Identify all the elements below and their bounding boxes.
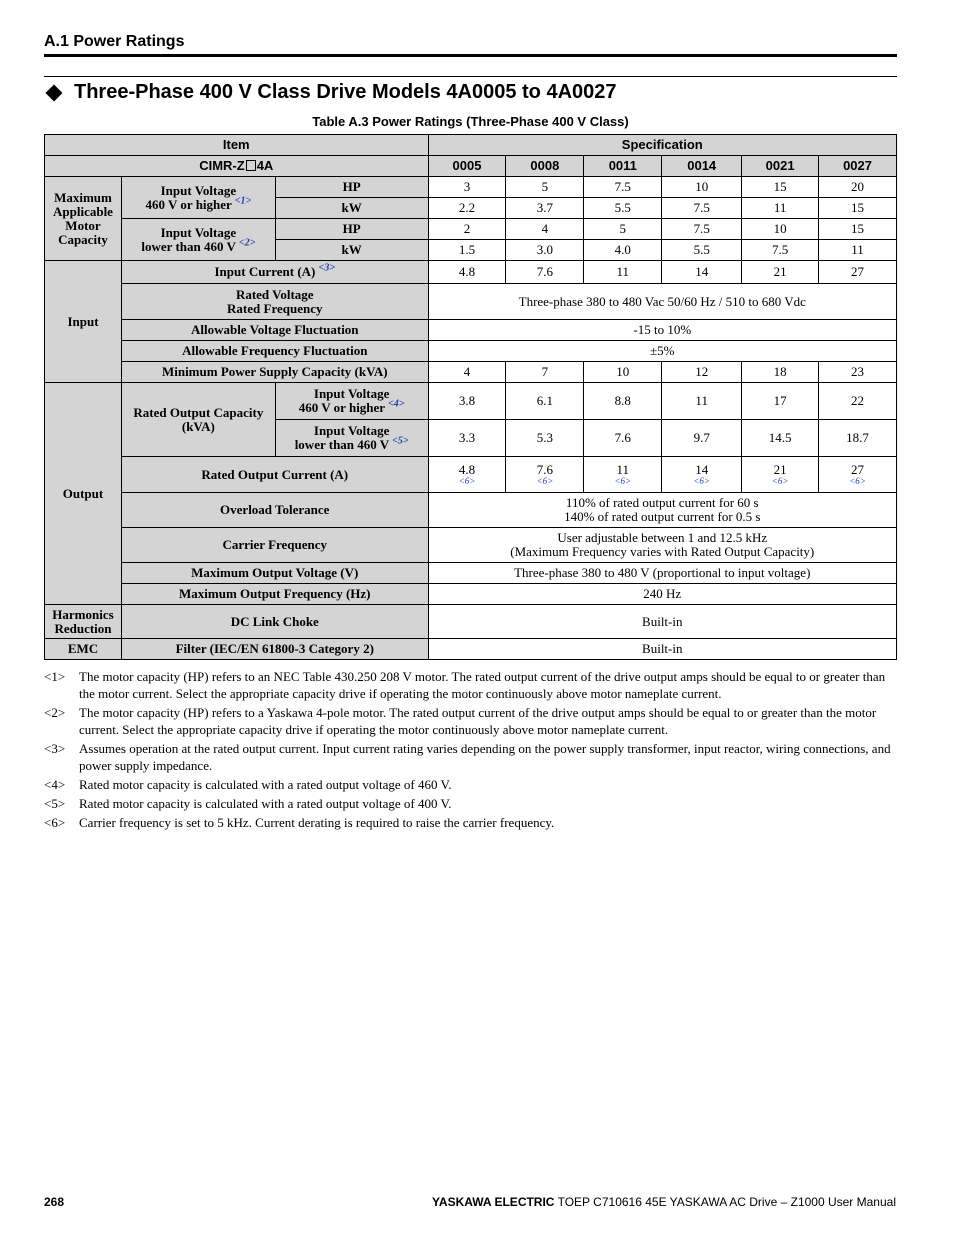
value-text: 11: [616, 462, 630, 477]
value-ref: <6>: [849, 476, 866, 486]
motor-460-kw-0014: 7.5: [662, 198, 742, 219]
input-current-0011: 11: [584, 261, 662, 284]
model-0027: 0027: [819, 156, 897, 177]
motor-460-kw-label: kW: [275, 198, 428, 219]
model-0005: 0005: [428, 156, 506, 177]
motor-460-label-ref: <1>: [234, 195, 252, 207]
item-header: Item: [45, 135, 429, 156]
motor-460-kw-0005: 2.2: [428, 198, 506, 219]
max-freq-value: 240 Hz: [428, 584, 896, 605]
input-current-label-text: Input Current (A): [214, 264, 316, 279]
min-power-0011: 10: [584, 362, 662, 383]
max-motor-label: Maximum Applicable Motor Capacity: [45, 177, 122, 261]
motor-460-label: [121, 177, 275, 219]
spec-header: Specification: [428, 135, 896, 156]
model-0021: 0021: [742, 156, 819, 177]
rated-current-0011: [584, 457, 662, 493]
footnote-item: [44, 795, 897, 812]
value-text: 14: [695, 462, 709, 477]
footnote-number: <6>: [44, 815, 66, 830]
input-current-0021: 21: [742, 261, 819, 284]
footnote-item: [44, 704, 897, 738]
max-voltage-value: Three-phase 380 to 480 V (proportional to input voltage): [428, 563, 896, 584]
value-ref: <6>: [458, 476, 476, 486]
motor-low-kw-0005: 1.5: [428, 240, 506, 261]
rated-current-label: Rated Output Current (A): [121, 457, 428, 493]
cap-460-0021: 17: [742, 383, 819, 420]
rated-current-0005: [428, 457, 506, 493]
cap-low-0027: 18.7: [819, 420, 897, 457]
title-rule: [44, 76, 897, 77]
voltage-fluct-label: Allowable Voltage Fluctuation: [121, 320, 428, 341]
footnote-number: <5>: [44, 796, 66, 811]
voltage-fluct-value: -15 to 10%: [428, 320, 896, 341]
footer-doc-title: TOEP C710616 45E YASKAWA AC Drive – Z1000 User Manual: [554, 1195, 896, 1209]
motor-low-label-ref: <2>: [238, 237, 256, 249]
max-freq-label: Maximum Output Frequency (Hz): [121, 584, 428, 605]
table-row: [45, 177, 897, 198]
input-current-0014: 14: [662, 261, 742, 284]
value-ref: <6>: [693, 476, 711, 486]
output-capacity-label: Rated Output Capacity (kVA): [121, 383, 275, 457]
freq-fluct-value: ±5%: [428, 341, 896, 362]
footnote-text: The motor capacity (HP) refers to a Yaskawa 4-pole motor. The rated output current of the drive output amps should be equal to or greater than the motor current. Select the appropriate capacity drive if operating the motor continuously above motor nameplate current.: [79, 705, 877, 737]
table-row: [45, 341, 897, 362]
cap-low-label: [275, 420, 428, 457]
motor-460-hp-0011: 7.5: [584, 177, 662, 198]
footer-doc-info: [432, 1195, 896, 1209]
motor-low-hp-label: HP: [275, 219, 428, 240]
footnote-item: [44, 776, 897, 793]
diamond-bullet-icon: [46, 84, 63, 101]
table-row: [45, 135, 897, 156]
value-text: 4.8: [458, 462, 476, 477]
emc-label: EMC: [45, 639, 122, 660]
header-rule: [44, 54, 897, 57]
rated-current-0027: [819, 457, 897, 493]
rated-current-0014: [662, 457, 742, 493]
cap-460-0005: 3.8: [428, 383, 506, 420]
cap-460-0011: 8.8: [584, 383, 662, 420]
value-ref: <6>: [771, 476, 789, 486]
min-power-0021: 18: [742, 362, 819, 383]
motor-low-kw-0021: 7.5: [742, 240, 819, 261]
table-row: [45, 219, 897, 240]
model-suffix: 4A: [256, 158, 274, 173]
min-power-0008: 7: [506, 362, 584, 383]
section-header: A.1 Power Ratings: [44, 33, 185, 50]
footnote-number: <2>: [44, 705, 66, 720]
model-prefix: CIMR-Z: [199, 158, 245, 173]
cap-460-0008: 6.1: [506, 383, 584, 420]
rated-voltage-value: Three-phase 380 to 480 Vac 50/60 Hz / 510 to 680 Vdc: [428, 284, 896, 320]
rated-current-0021: [742, 457, 819, 493]
motor-low-hp-0027: 15: [819, 219, 897, 240]
footnote-text: Rated motor capacity is calculated with a rated output voltage of 400 V.: [79, 796, 452, 811]
cap-low-0011: 7.6: [584, 420, 662, 457]
cap-low-label-text: Input Voltage lower than 460 V: [294, 423, 390, 452]
table-row: [45, 639, 897, 660]
input-label: Input: [45, 261, 122, 383]
value-ref: <6>: [536, 476, 554, 486]
power-ratings-table: [44, 134, 897, 660]
min-power-label: Minimum Power Supply Capacity (kVA): [121, 362, 428, 383]
motor-low-kw-0014: 5.5: [662, 240, 742, 261]
table-row: [45, 457, 897, 493]
input-current-0027: 27: [819, 261, 897, 284]
cap-460-label-text: Input Voltage 460 V or higher: [298, 386, 390, 415]
motor-460-kw-0021: 11: [742, 198, 819, 219]
motor-460-hp-0008: 5: [506, 177, 584, 198]
footnote-text: The motor capacity (HP) refers to an NEC Table 430.250 208 V motor. The rated output current of the drive output amps should be equal to or greater than the motor current. Select the appropriate capacity drive if operating the motor continuously above motor nameplate current.: [79, 669, 886, 701]
input-current-label-ref: <3>: [318, 262, 336, 274]
table-row: [45, 563, 897, 584]
model-0011: 0011: [584, 156, 662, 177]
motor-460-kw-0011: 5.5: [584, 198, 662, 219]
cap-low-0005: 3.3: [428, 420, 506, 457]
value-text: 21: [773, 462, 787, 477]
table-row: [45, 362, 897, 383]
carrier-label: Carrier Frequency: [121, 528, 428, 563]
model-header: [45, 156, 429, 177]
page-title: [44, 81, 617, 104]
motor-low-label-text: Input Voltage lower than 460 V: [141, 224, 237, 254]
table-row: [45, 584, 897, 605]
footnote-number: <3>: [44, 741, 66, 756]
table-row: [45, 284, 897, 320]
min-power-0014: 12: [662, 362, 742, 383]
output-label: Output: [45, 383, 122, 605]
value-text: 27: [851, 462, 865, 477]
motor-460-hp-0005: 3: [428, 177, 506, 198]
cap-low-label-ref: <5>: [392, 435, 409, 447]
motor-460-hp-0021: 15: [742, 177, 819, 198]
motor-460-label-text: Input Voltage 460 V or higher: [145, 182, 237, 212]
motor-low-kw-0008: 3.0: [506, 240, 584, 261]
motor-460-kw-0027: 15: [819, 198, 897, 219]
table-row: [45, 493, 897, 528]
table-row: [45, 320, 897, 341]
value-ref: <6>: [614, 476, 632, 486]
footnotes: [44, 668, 897, 833]
cap-460-label-ref: <4>: [388, 398, 405, 410]
motor-low-kw-label: kW: [275, 240, 428, 261]
table-title: Table A.3 Power Ratings (Three-Phase 400 V Class): [312, 114, 629, 129]
cap-460-0027: 22: [819, 383, 897, 420]
table-row: [45, 383, 897, 420]
dc-link-choke-label: DC Link Choke: [121, 605, 428, 639]
overload-label: Overload Tolerance: [121, 493, 428, 528]
dc-link-choke-value: Built-in: [428, 605, 896, 639]
rated-voltage-label: Rated Voltage Rated Frequency: [121, 284, 428, 320]
cap-460-label: [275, 383, 428, 420]
cap-low-0008: 5.3: [506, 420, 584, 457]
input-current-label: [121, 261, 428, 284]
footer-brand: YASKAWA ELECTRIC: [432, 1195, 555, 1209]
motor-low-hp-0008: 4: [506, 219, 584, 240]
max-voltage-label: Maximum Output Voltage (V): [121, 563, 428, 584]
table-row: [45, 528, 897, 563]
page-number: 268: [44, 1195, 65, 1209]
emc-filter-label: Filter (IEC/EN 61800-3 Category 2): [121, 639, 428, 660]
placeholder-box-icon: [246, 160, 256, 171]
motor-low-hp-0005: 2: [428, 219, 506, 240]
table-row: [45, 605, 897, 639]
footnote-text: Carrier frequency is set to 5 kHz. Current derating is required to raise the carrier frequency.: [79, 815, 555, 830]
footnote-number: <1>: [44, 669, 66, 684]
footnote-item: [44, 668, 897, 702]
motor-460-hp-0014: 10: [662, 177, 742, 198]
footnote-text: Assumes operation at the rated output current. Input current rating varies depending on the power supply transformer, input reactor, wiring connections, and power supply impedance.: [79, 741, 891, 773]
model-0014: 0014: [662, 156, 742, 177]
overload-value: 110% of rated output current for 60 s 140% of rated output current for 0.5 s: [428, 493, 896, 528]
motor-460-hp-label: HP: [275, 177, 428, 198]
value-text: 7.6: [536, 462, 554, 477]
page-title-text: Three-Phase 400 V Class Drive Models 4A0005 to 4A0027: [74, 81, 617, 103]
carrier-value: User adjustable between 1 and 12.5 kHz (Maximum Frequency varies with Rated Output Capacity): [428, 528, 896, 563]
motor-low-label: [121, 219, 275, 261]
input-current-0005: 4.8: [428, 261, 506, 284]
table-row: [45, 156, 897, 177]
motor-low-hp-0011: 5: [584, 219, 662, 240]
freq-fluct-label: Allowable Frequency Fluctuation: [121, 341, 428, 362]
harmonics-label: Harmonics Reduction: [45, 605, 122, 639]
min-power-0005: 4: [428, 362, 506, 383]
min-power-0027: 23: [819, 362, 897, 383]
cap-460-0014: 11: [662, 383, 742, 420]
table-row: [45, 261, 897, 284]
footnote-number: <4>: [44, 777, 66, 792]
motor-low-hp-0014: 7.5: [662, 219, 742, 240]
emc-filter-value: Built-in: [428, 639, 896, 660]
motor-low-hp-0021: 10: [742, 219, 819, 240]
rated-current-0008: [506, 457, 584, 493]
footnote-item: [44, 740, 897, 774]
cap-low-0021: 14.5: [742, 420, 819, 457]
input-current-0008: 7.6: [506, 261, 584, 284]
motor-low-kw-0027: 11: [819, 240, 897, 261]
footnote-text: Rated motor capacity is calculated with a rated output voltage of 460 V.: [79, 777, 452, 792]
model-0008: 0008: [506, 156, 584, 177]
footnote-item: [44, 814, 897, 831]
motor-low-kw-0011: 4.0: [584, 240, 662, 261]
motor-460-kw-0008: 3.7: [506, 198, 584, 219]
cap-low-0014: 9.7: [662, 420, 742, 457]
motor-460-hp-0027: 20: [819, 177, 897, 198]
